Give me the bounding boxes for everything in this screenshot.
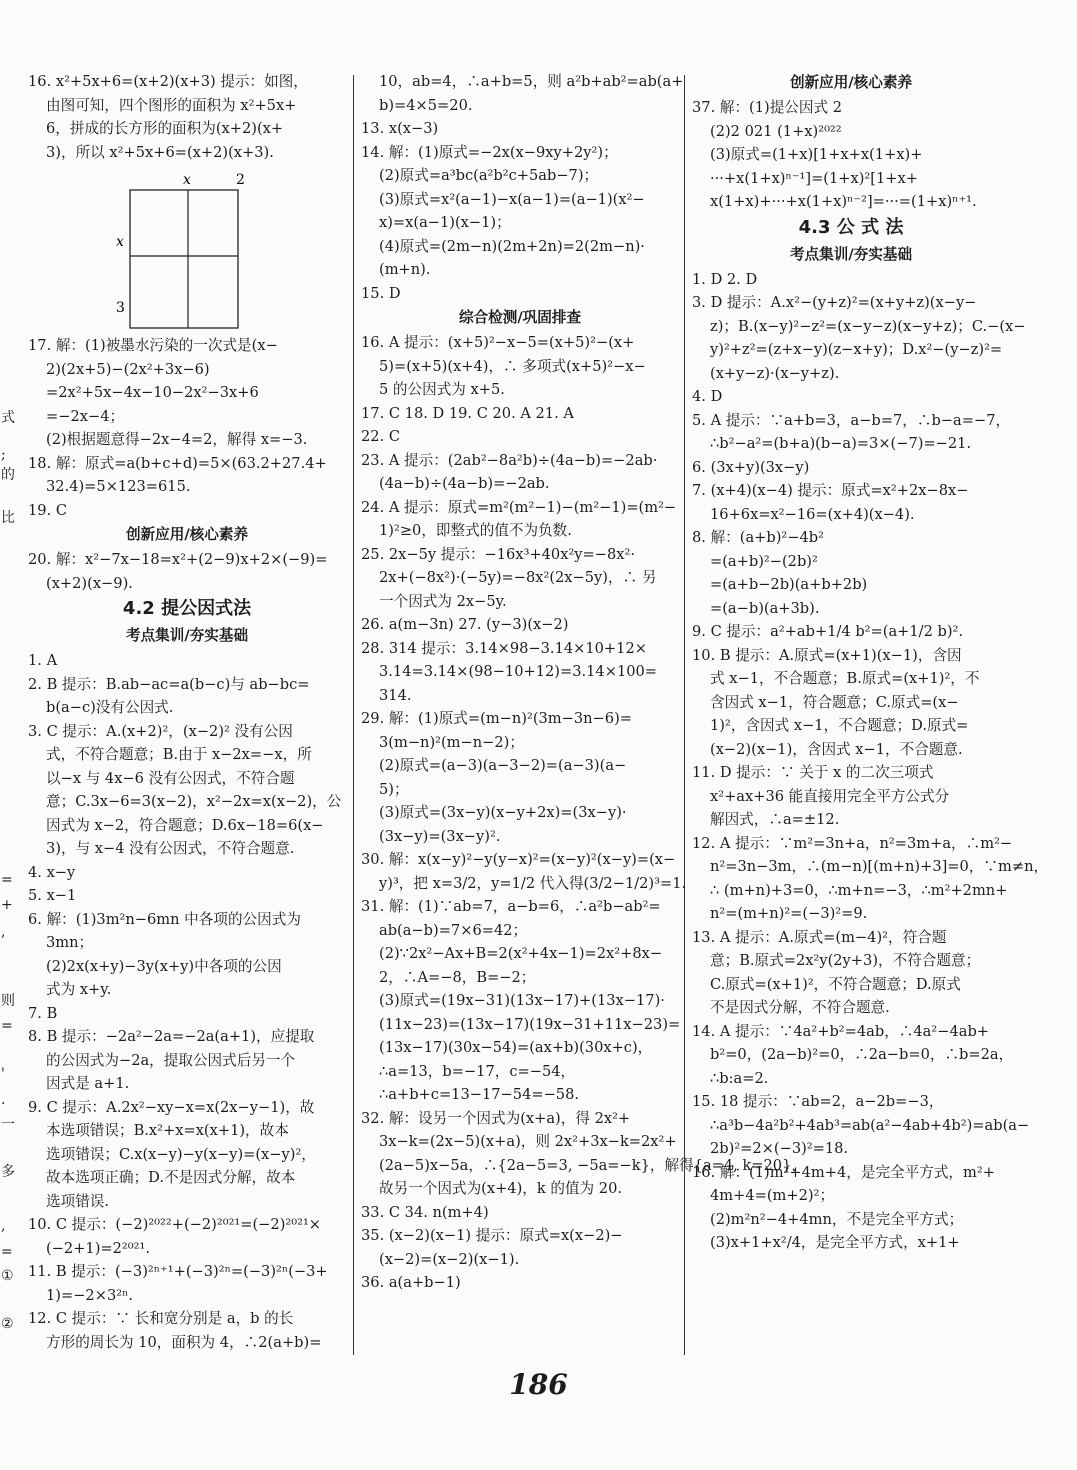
answer-block-16 — [28, 70, 346, 164]
answer-line: 7. (x+4)(x−4) 提示：原式=x²+2x−8x− — [692, 482, 969, 499]
section-title-4-2: 4.2 提公因式法 — [122, 598, 252, 619]
answer-line: (2)2 021 (1+x)²⁰²² — [710, 122, 842, 140]
answer-line: 11. B 提示：(−3)²ⁿ⁺¹+(−3)²ⁿ=(−3)²ⁿ(−3+ — [28, 1263, 328, 1280]
answer-line: (2)根据题意得−2x−4=2，解得 x=−3. — [46, 431, 308, 448]
answer-line: (3)x+1+x²/4，是完全平方式，x+1+ — [710, 1234, 960, 1251]
margin-fragment: , — [1, 1218, 6, 1234]
answer-line: 解因式，∴a=±12. — [710, 811, 840, 828]
answer-block-17-19 — [28, 334, 346, 522]
margin-fragment: ' — [1, 1066, 5, 1082]
margin-fragment: = — [1, 872, 13, 888]
answer-line: y)³，把 x=3/2，y=1/2 代入得(3/2−1/2)³=1. — [379, 874, 687, 892]
answer-line: 4m+4=(m+2)²； — [710, 1187, 835, 1204]
answer-line: (2)2x(x+y)−3y(x+y)中各项的公因 — [46, 957, 282, 975]
answer-line: y)²+z²=(z+x−y)(z−x+y)；D.x²−(y−z)²= — [710, 341, 1003, 358]
margin-fragment: ; — [1, 447, 6, 463]
column-divider-left — [353, 75, 354, 1355]
answer-line: 36. a(a+b−1) — [361, 1274, 461, 1291]
answer-line: 4. x−y — [28, 863, 76, 881]
heading-innovation: 创新应用/核心素养 — [125, 526, 249, 543]
answer-line: 8. B 提示：−2a²−2a=−2a(a+1)，应提取 — [28, 1028, 315, 1045]
margin-fragment: = — [1, 1244, 13, 1260]
answer-line: 35. (x−2)(x−1) 提示：原式=x(x−2)− — [361, 1227, 623, 1244]
answer-line: 3.14=3.14×(98−10+12)=3.14×100= — [379, 663, 658, 680]
answer-line: 一个因式为 2x−5y. — [379, 592, 507, 610]
answer-line: n²=(m+n)²=(−3)²=9. — [710, 905, 868, 922]
answer-line: 1)=−2×3²ⁿ. — [46, 1286, 134, 1304]
answer-line: (2)∵2x²−Ax+B=2(x²+4x−1)=2x²+8x− — [379, 945, 663, 962]
answer-block-37 — [692, 96, 1010, 214]
answer-line: =(a−b)(a+3b). — [710, 599, 820, 617]
answer-line: (3)原式=x²(a−1)−x(a−1)=(a−1)(x²− — [379, 190, 645, 208]
answer-line: x)=x(a−1)(x−1)； — [379, 214, 511, 231]
answer-line: b(a−c)没有公因式. — [46, 699, 174, 716]
answer-line: ∴b:a=2. — [710, 1069, 769, 1087]
answer-line: =(a+b)²−(2b)² — [710, 552, 818, 570]
answer-line: 的公因式为−2a，提取公因式后另一个 — [46, 1051, 296, 1069]
diagram-top-label-2: 2 — [236, 172, 245, 188]
margin-fragment: ② — [1, 1316, 14, 1332]
margin-fragment: = — [1, 1018, 13, 1034]
answer-line: 10，ab=4，∴a+b=5，则 a²b+ab²=ab(a+ — [379, 73, 684, 90]
margin-fragment: , — [1, 924, 6, 940]
answer-line: (x−2)(x−1)，含因式 x−1，不合题意. — [710, 740, 963, 758]
answer-line: 14. 解：(1)原式=−2x(x−9xy+2y²)； — [361, 143, 618, 161]
answer-line: (2a−5)x−5a，∴{2a−5=3, −5a=−k}，解得{a=4, k=20}， — [379, 1156, 806, 1174]
answer-line: 由图可知，四个图形的面积为 x²+5x+ — [46, 96, 297, 114]
answer-line: 5)； — [379, 780, 409, 798]
answer-line: (11x−23)=(13x−17)(19x−31+11x−23)= — [379, 1015, 681, 1033]
answer-line: 6，拼成的长方形的面积为(x+2)(x+ — [46, 120, 284, 137]
answer-column-3 — [692, 70, 1049, 1255]
answer-line: 24. A 提示：原式=m²(m²−1)−(m²−1)=(m²− — [361, 498, 677, 516]
answer-line: 31. 解：(1)∵ab=7，a−b=6，∴a²b−ab²= — [361, 898, 661, 915]
answer-line: 式为 x+y. — [46, 981, 112, 998]
answer-line: 3. C 提示：A.(x+2)²，(x−2)² 没有公因 — [28, 722, 293, 740]
answer-line: 式 x−1，不合题意；B.原式=(x+1)²，不 — [710, 670, 980, 687]
margin-fragment: 式 — [1, 410, 15, 426]
answer-line: 37. 解：(1)提公因式 2 — [692, 99, 843, 116]
answer-line: (13x−17)(30x−54)=(ax+b)(30x+c)， — [379, 1039, 653, 1056]
answer-line: 15. 18 提示：∵ab=2，a−2b=−3， — [692, 1093, 944, 1110]
answer-line: 314. — [379, 686, 412, 704]
left-margin-fragments — [0, 0, 14, 1470]
answer-line: ab(a−b)=7×6=42； — [379, 921, 528, 939]
answer-line: =2x²+5x−4x−10−2x²−3x+6 — [46, 384, 259, 401]
heading-basics: 考点集训/夯实基础 — [125, 627, 249, 644]
answer-line: 16. 解：(1)m²+4m+4，是完全平方式，m²+ — [692, 1163, 995, 1181]
area-diagram-svg — [28, 164, 346, 334]
answer-line: 12. A 提示：∵m²=3n+a，n²=3m+a，∴m²− — [692, 834, 1013, 852]
answer-line: 5. x−1 — [28, 887, 77, 904]
answer-line: x²+ax+36 能直接用完全平方公式分 — [710, 787, 950, 805]
area-diagram — [28, 164, 346, 334]
answer-block-10-15 — [361, 70, 684, 305]
answer-line: 13. A 提示：A.原式=(m−4)²，符合题 — [692, 928, 947, 946]
answer-line: 32.4)=5×123=615. — [46, 478, 191, 495]
answer-line: 10. C 提示：(−2)²⁰²²+(−2)²⁰²¹=(−2)²⁰²¹× — [28, 1216, 322, 1233]
answer-line: 8. 解：(a+b)²−4b² — [692, 529, 824, 546]
answer-line: 3x−k=(2x−5)(x+a)，则 2x²+3x−k=2x²+ — [379, 1133, 677, 1150]
answer-line: 故本选项正确；D.不是因式分解，故本 — [46, 1169, 296, 1186]
answer-line: 因式为 x−2，符合题意；D.6x−18=6(x− — [46, 816, 324, 834]
answer-line: 因式是 a+1. — [46, 1075, 130, 1092]
answer-line: ∴b²−a²=(b+a)(b−a)=3×(−7)=−21. — [710, 435, 972, 452]
answer-line: ∴ (m+n)+3=0，∴m+n=−3，∴m²+2mn+ — [710, 881, 1008, 899]
answer-line: z)；B.(x−y)²−z²=(x−y−z)(x−y+z)；C.−(x− — [710, 317, 1026, 335]
answer-line: (2)m²n²−4+4mn，不是完全平方式； — [710, 1210, 964, 1228]
answer-line: 2x+(−8x²)·(−5y)=−8x²(2x−5y)，∴ 另 — [379, 569, 657, 586]
answer-line: 23. A 提示：(2ab²−8a²b)÷(4a−b)=−2ab· — [361, 451, 658, 469]
answer-line: 3. D 提示：A.x²−(y+z)²=(x+y+z)(x−y− — [692, 294, 977, 311]
answer-line: (x+y−z)·(x−y+z). — [710, 364, 840, 382]
diagram-top-label-x: x — [183, 172, 191, 188]
answer-line: ∴a+b+c=13−17−54=−58. — [379, 1086, 580, 1103]
answer-line: 29. 解：(1)原式=(m−n)²(3m−3n−6)= — [361, 710, 632, 727]
answer-line: ···+x(1+x)ⁿ⁻¹]=(1+x)²[1+x+ — [710, 169, 918, 187]
answer-line: (m+n). — [379, 261, 431, 278]
answer-line: 28. 314 提示：3.14×98−3.14×10+12× — [361, 639, 647, 657]
answer-line: 17. C 18. D 19. C 20. A 21. A — [361, 404, 574, 422]
answer-line: 故另一个因式为(x+4)，k 的值为 20. — [379, 1180, 622, 1197]
answer-line: 6. 解：(1)3m²n−6mn 中各项的公因式为 — [28, 910, 301, 928]
answer-line: 17. 解：(1)被墨水污染的一次式是(x− — [28, 337, 278, 354]
diagram-outer-rect — [130, 190, 238, 328]
answer-line: 25. 2x−5y 提示：−16x³+40x²y=−8x²· — [361, 545, 636, 563]
answer-line: 1)²≥0，即整式的值不为负数. — [379, 522, 572, 539]
answer-line: 32. 解：设另一个因式为(x+a)，得 2x²+ — [361, 1109, 631, 1127]
margin-fragment: . — [1, 1092, 6, 1108]
answer-line: 16. x²+5x+6=(x+2)(x+3) 提示：如图， — [28, 73, 308, 90]
answer-line: 含因式 x−1，符合题意；C.原式=(x− — [710, 693, 959, 711]
answer-line: 30. 解：x(x−y)²−y(y−x)²=(x−y)²(x−y)=(x− — [361, 851, 676, 868]
answer-block-20 — [28, 548, 346, 595]
answer-line: 9. C 提示：a²+ab+1/4 b²=(a+1/2 b)². — [692, 623, 964, 640]
answer-line: 3(m−n)²(m−n−2)； — [379, 733, 524, 751]
answer-line: 9. C 提示：A.2x²−xy−x=x(2x−y−1)，故 — [28, 1098, 315, 1116]
answer-line: =(a+b−2b)(a+b+2b) — [710, 576, 868, 593]
section-title-4-3: 4.3 公 式 法 — [798, 216, 904, 238]
answer-line: 10. B 提示：A.原式=(x+1)(x−1)，含因 — [692, 646, 962, 664]
answer-line: 26. a(m−3n) 27. (y−3)(x−2) — [361, 616, 569, 633]
answer-line: b)=4×5=20. — [379, 96, 473, 114]
answer-line: =−2x−4； — [46, 407, 125, 425]
answer-line: 2b)²=2×(−3)²=18. — [710, 1140, 849, 1157]
answer-line: 16. A 提示：(x+5)²−x−5=(x+5)²−(x+ — [361, 334, 635, 351]
answer-line: ∴a=13，b=−17，c=−54， — [379, 1062, 576, 1080]
answer-column-1 — [28, 70, 346, 1354]
answer-line: 3)，与 x−4 没有公因式，不符合题意. — [46, 840, 295, 857]
answer-line: (x+2)(x−9). — [46, 574, 133, 592]
answer-block-4-3 — [692, 268, 1049, 1255]
answer-line: n²=3n−3m，∴(m−n)[(m+n)+3]=0，∵m≠n， — [710, 858, 1049, 875]
answer-line: (−2+1)=2²⁰²¹. — [46, 1239, 150, 1257]
heading-basics-2: 考点集训/夯实基础 — [789, 245, 913, 263]
answer-line: 13. x(x−3) — [361, 120, 439, 137]
page-number: 186 — [509, 1368, 568, 1401]
answer-line: 5. A 提示：∵a+b=3，a−b=7，∴b−a=−7， — [692, 411, 1011, 429]
answer-line: 14. A 提示：∵4a²+b²=4ab，∴4a²−4ab+ — [692, 1022, 990, 1040]
answer-line: 12. C 提示：∵ 长和宽分别是 a，b 的长 — [28, 1310, 294, 1327]
heading-innovation-2: 创新应用/核心素养 — [789, 74, 913, 91]
answer-line: 1)²，含因式 x−1，不合题意；D.原式= — [710, 717, 969, 734]
margin-fragment: 比 — [1, 510, 15, 526]
answer-line: 2，∴A=−8，B=−2； — [379, 968, 536, 986]
diagram-side-label-x: x — [116, 234, 124, 250]
answer-line: 33. C 34. n(m+4) — [361, 1203, 489, 1221]
answer-line: 式，不符合题意；B.由于 x−2x=−x，所 — [46, 746, 312, 763]
answer-line: 意；C.3x−6=3(x−2)，x²−2x=x(x−2)，公 — [46, 793, 342, 810]
answer-line: 3mn； — [46, 934, 94, 951]
answer-line: 选项错误；C.x(x−y)−y(x−y)=(x−y)²， — [46, 1145, 316, 1163]
answer-line: ∴a³b−4a²b²+4ab³=ab(a²−4ab+4b²)=ab(a− — [710, 1116, 1030, 1134]
answer-line: (3x−y)=(3x−y)². — [379, 827, 501, 845]
answer-line: 方形的周长为 10，面积为 4，∴2(a+b)= — [46, 1333, 322, 1351]
answer-line: (x−2)=(x−2)(x−1). — [379, 1250, 520, 1268]
margin-fragment: 一 — [1, 1117, 15, 1133]
answer-line: 1. A — [28, 652, 58, 669]
answer-line: 1. D 2. D — [692, 270, 758, 288]
answer-line: x(1+x)+···+x(1+x)ⁿ⁻²]=···=(1+x)ⁿ⁺¹. — [710, 193, 977, 210]
answer-line: (4a−b)÷(4a−b)=−2ab. — [379, 475, 550, 492]
margin-fragment: ① — [1, 1268, 14, 1284]
margin-fragment: 多 — [1, 1164, 15, 1180]
answer-line: 5)=(x+5)(x+4)，∴ 多项式(x+5)²−x− — [379, 357, 646, 375]
answer-line: 以−x 与 4x−6 没有公因式，不符合题 — [46, 769, 295, 787]
answer-line: (4)原式=(2m−n)(2m+2n)=2(2m−n)· — [379, 237, 645, 255]
answer-line: b²=0，(2a−b)²=0，∴2a−b=0，∴b=2a， — [710, 1046, 1014, 1063]
margin-fragment: 的 — [1, 467, 15, 483]
answer-line: (3)原式=(19x−31)(13x−17)+(13x−17)· — [379, 992, 665, 1009]
answer-line: 18. 解：原式=a(b+c+d)=5×(63.2+27.4+ — [28, 454, 327, 472]
answer-line: 20. 解：x²−7x−18=x²+(2−9)x+2×(−9)= — [28, 551, 328, 568]
answer-line: 7. B — [28, 1004, 58, 1022]
answer-line: (2)原式=(a−3)(a−3−2)=(a−3)(a− — [379, 757, 627, 774]
answer-line: 16+6x=x²−16=(x+4)(x−4). — [710, 505, 915, 523]
answer-line: 选项错误. — [46, 1192, 110, 1210]
answer-line: 意；B.原式=2x²y(2y+3)，不符合题意； — [710, 952, 981, 969]
answer-line: 19. C — [28, 501, 68, 519]
answer-block-4-2 — [28, 649, 346, 1354]
answer-line: (3)原式=(1+x)[1+x+x(1+x)+ — [710, 146, 923, 163]
diagram-side-label-3: 3 — [116, 300, 125, 316]
heading-comprehensive: 综合检测/巩固排查 — [458, 309, 582, 326]
answer-line: 2)(2x+5)−(2x²+3x−6) — [46, 360, 210, 378]
answer-line: 不是因式分解，不符合题意. — [710, 999, 890, 1016]
answer-line: 本选项错误；B.x²+x=x(x+1)，故本 — [46, 1122, 289, 1139]
answer-line: C.原式=(x+1)²，不符合题意；D.原式 — [710, 975, 961, 993]
margin-fragment: 则 — [1, 993, 15, 1009]
answer-line: 3)，所以 x²+5x+6=(x+2)(x+3). — [46, 143, 274, 161]
answer-line: 15. D — [361, 284, 401, 302]
answer-line: (3)原式=(3x−y)(x−y+2x)=(3x−y)· — [379, 804, 627, 821]
answer-line: 6. (3x+y)(3x−y) — [692, 458, 810, 476]
answer-line: 11. D 提示：∵ 关于 x 的二次三项式 — [692, 764, 934, 781]
answer-line: 2. B 提示：B.ab−ac=a(b−c)与 ab−bc= — [28, 675, 310, 693]
answer-line: (2)原式=a³bc(a²b²c+5ab−7)； — [379, 167, 599, 184]
answer-line: 4. D — [692, 388, 723, 405]
answer-line: 22. C — [361, 428, 401, 445]
answer-line: 5 的公因式为 x+5. — [379, 381, 505, 398]
margin-fragment: + — [1, 897, 13, 913]
